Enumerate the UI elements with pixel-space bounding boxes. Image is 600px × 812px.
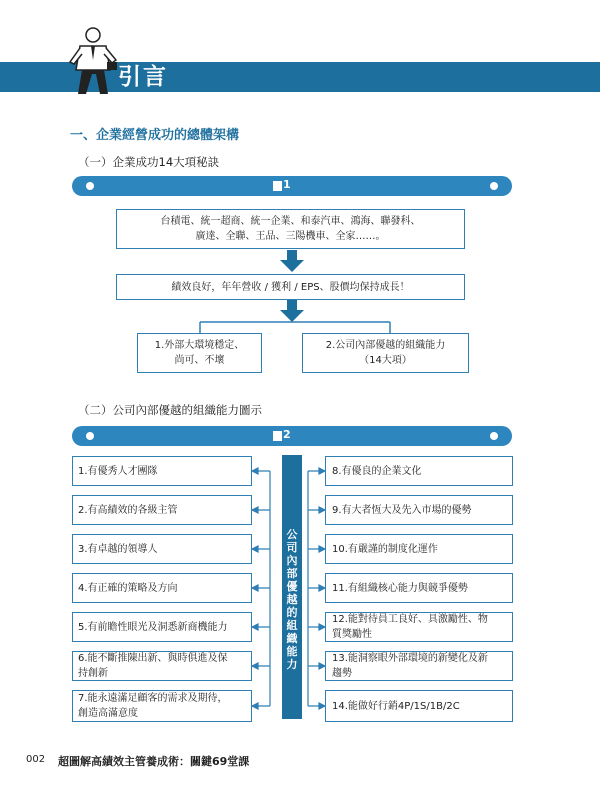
factor-internal-box: 2.公司內部優越的組織能力 （14大項） [302,333,469,373]
subheading-1: （一）企業成功14大項秘訣 [78,155,220,169]
businessman-figure [66,26,120,96]
capability-right-12: 12.能對待員工良好、具激勵性、物 質獎勵性 [325,612,513,642]
center-capability-label: 公司內部優越的組織能力 [286,528,298,671]
section-heading: 一、企業經營成功的總體架構 [70,128,240,143]
capability-left-4: 4.有正確的策略及方向 [72,573,252,603]
capability-left-3: 3.有卓越的領導人 [72,534,252,564]
figure-square-icon [273,431,282,441]
figure-1-bar [72,176,512,196]
capability-left-5: 5.有前瞻性眼光及洞悉新商機能力 [72,612,252,642]
capability-right-8: 8.有優良的企業文化 [325,456,513,486]
book-title: 超圖解高績效主管養成術：關鍵69堂課 [58,755,250,768]
capability-right-11: 11.有組織核心能力與競爭優勢 [325,573,513,603]
page-number: 002 [26,754,46,765]
factor-external-box: 1.外部大環境穩定、 尚可、不壞 [137,333,262,373]
bar-dot-right [490,182,498,190]
performance-box: 績效良好，年年營收 / 獲利 / EPS、股價均保持成長！ [116,274,465,300]
bar-dot-right [490,432,498,440]
figure-2-bar [72,426,512,446]
branch-connector [190,320,400,334]
capability-left-1: 1.有優秀人才團隊 [72,456,252,486]
capability-right-13: 13.能洞察眼外部環境的新變化及新 趨勢 [325,651,513,681]
capability-right-10: 10.有嚴謹的制度化運作 [325,534,513,564]
capability-left-2: 2.有高績效的各級主管 [72,495,252,525]
companies-box: 台積電、統一超商、統一企業、和泰汽車、鴻海、聯發科、 廣達、全聯、王品、三陽機車、全家……。 [116,209,465,249]
capability-left-6: 6.能不斷推陳出新、與時俱進及保 持創新 [72,651,252,681]
page-title: 引言 [118,64,168,90]
figure-square-icon [273,181,282,191]
capability-left-7: 7.能永遠滿足顧客的需求及期待， 創造高滿意度 [72,690,252,722]
bar-dot-left [86,432,94,440]
capability-right-9: 9.有大者恆大及先入市場的優勢 [325,495,513,525]
subheading-2: （二）公司內部優越的組織能力圖示 [78,403,262,417]
bar-dot-left [86,182,94,190]
figure-1-label: 1 [283,178,291,191]
capability-right-14: 14.能做好行銷4P/1S/1B/2C [325,690,513,722]
down-arrow-icon [280,250,304,274]
figure-2-label: 2 [283,428,291,441]
